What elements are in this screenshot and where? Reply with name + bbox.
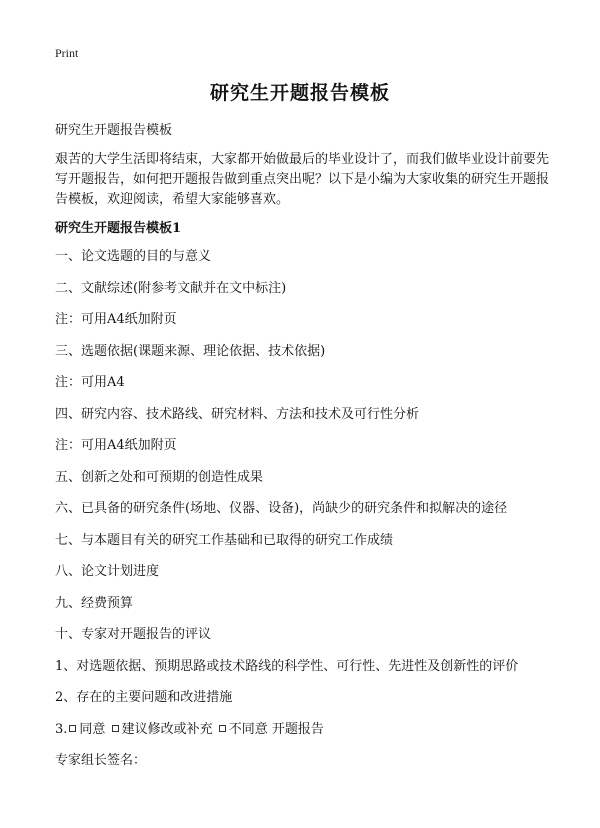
list-item: 1、对选题依据、预期思路或技术路线的科学性、可行性、先进性及创新性的评价	[55, 658, 519, 674]
list-item: 三、选题依据(课题来源、理论依据、技术依据)	[55, 343, 326, 359]
print-label: Print	[55, 46, 79, 60]
list-item: 五、创新之处和可预期的创造性成果	[55, 469, 264, 485]
list-item: 九、经费预算	[55, 595, 134, 611]
section-heading: 研究生开题报告模板1	[55, 221, 182, 236]
options-prefix: 3.	[55, 721, 68, 737]
checkbox-icon	[69, 725, 76, 732]
option-agree: 同意	[79, 721, 106, 737]
outline-list	[55, 248, 555, 784]
document-title: 研究生开题报告模板	[209, 82, 390, 104]
list-item: 十、专家对开题报告的评议	[55, 627, 212, 642]
list-item: 2、存在的主要问题和改进措施	[55, 690, 233, 705]
list-item: 二、文献综述(附参考文献并在文中标注)	[55, 280, 287, 296]
list-item: 注：可用A4纸加附页	[55, 312, 177, 327]
intro-paragraph: 艰苦的大学生活即将结束，大家都开始做最后的毕业设计了，而我们做毕业设计前要先写开题报告，如何把开题报告做到重点突出呢？以下是小编为大家收集的研究生开题报告模板，欢迎阅读，希望大家能够喜欢。	[55, 152, 550, 207]
list-item: 注：可用A4纸加附页	[55, 438, 177, 453]
option-revise: 建议修改或补充	[121, 721, 213, 737]
signature-line: 专家组长签名：	[55, 753, 147, 768]
list-item: 六、已具备的研究条件(场地、仪器、设备)，尚缺少的研究条件和拟解决的途径	[55, 501, 508, 516]
list-item: 四、研究内容、技术路线、研究材料、方法和技术及可行性分析	[55, 406, 420, 422]
list-item: 一、论文选题的目的与意义	[55, 249, 212, 264]
list-item: 八、论文计划进度	[55, 564, 160, 579]
checkbox-icon	[219, 725, 226, 732]
option-disagree: 不同意 开题报告	[228, 721, 324, 737]
document-subtitle: 研究生开题报告模板	[55, 123, 173, 138]
checkbox-icon	[112, 725, 119, 732]
options-line	[55, 721, 555, 753]
list-item: 注：可用A4	[55, 375, 125, 390]
list-item: 七、与本题目有关的研究工作基础和已取得的研究工作成绩	[55, 532, 394, 548]
